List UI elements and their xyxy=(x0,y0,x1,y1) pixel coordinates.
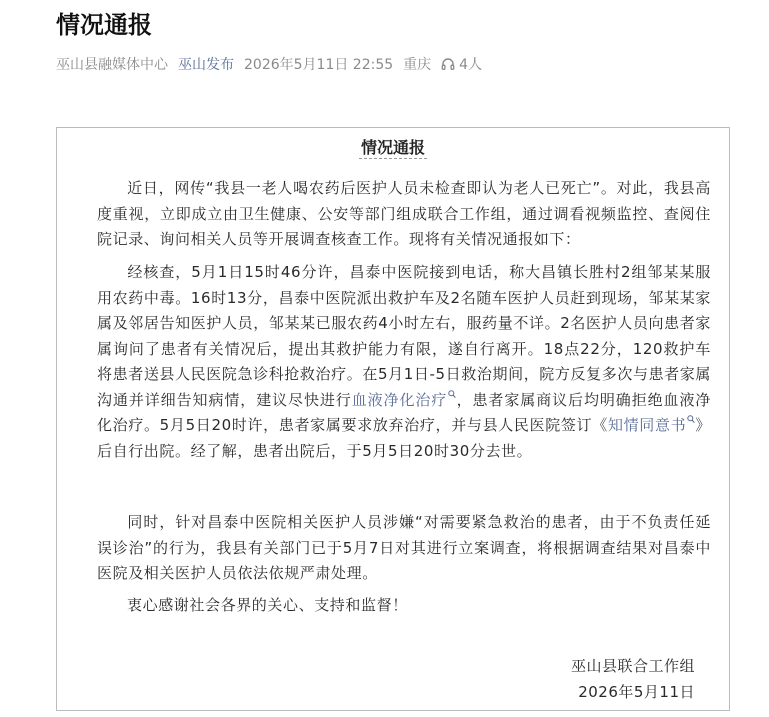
notice-paragraph-thanks: 衷心感谢社会各界的关心、支持和监督！ xyxy=(127,596,408,614)
signature-organization: 巫山县联合工作组 xyxy=(570,657,695,675)
notice-paragraph-intro: 近日，网传“我县一老人喝农药后医护人员未检查即认为老人已死亡”。对此，我县高度重视，立即成立由卫生健康、公安等部门组成联合工作组，通过调看视频监控、查阅住院记录、询问相关人员等开展调查核查工作。现将有关情况通报如下： xyxy=(97,179,711,248)
term-link-consent-form[interactable]: 知情同意书 xyxy=(608,416,695,434)
article-title: 情况通报 xyxy=(56,11,152,39)
term-link-blood-purification[interactable]: 血液净化治疗 xyxy=(352,391,457,409)
publish-location: 重庆 xyxy=(403,57,432,73)
signature-date: 2026年5月11日 xyxy=(578,683,695,701)
headphone-icon xyxy=(441,57,455,71)
publish-datetime: 2026年5月11日 22:55 xyxy=(244,57,394,73)
account-name-link[interactable]: 巫山发布 xyxy=(178,57,234,73)
notice-paragraph-findings: 经核查，5月1日15时46分许，昌泰中医院接到电话，称大昌镇长胜村2组邹某某服用农药中毒。16时13分，昌泰中医院派出救护车及2名随车医护人员赶到现场，邹某某家属及邻居告知医护人员，邹某某已服农药4小时左右，服药量不详。2名医护人员向患者家属询问了患者有关情况后，提出其救护能力有限，遂自行离开。18点22分，120救护车将患者送县人民医院急诊科抢救治疗。在5月1日-5日救治期间，院方反复多次与患者家属沟通并详细告知病情，建议尽快进行血液净化治疗 ，患者家属商议后均明确拒绝血液净化治疗。5月5日20时许，患者家属要求放弃治疗，并与县人民医院签订《知情同意书 》后自行出院。经了解，患者出院后，于5月5日20时30分去世。 xyxy=(97,263,711,460)
listen-button[interactable] xyxy=(441,54,482,74)
notice-title: 情况通报 xyxy=(360,138,425,157)
article-meta xyxy=(56,53,482,75)
notice-card xyxy=(56,127,730,711)
listener-count: 4人 xyxy=(459,57,483,73)
source-name: 巫山县融媒体中心 xyxy=(56,57,168,73)
notice-paragraph-investigation: 同时，针对昌泰中医院相关医护人员涉嫌“对需要紧急救治的患者，由于不负责任延误诊治”的行为，我县有关部门已于5月7日对其进行立案调查，将根据调查结果对昌泰中医院及相关医护人员依法依规严肃处理。 xyxy=(97,513,711,582)
